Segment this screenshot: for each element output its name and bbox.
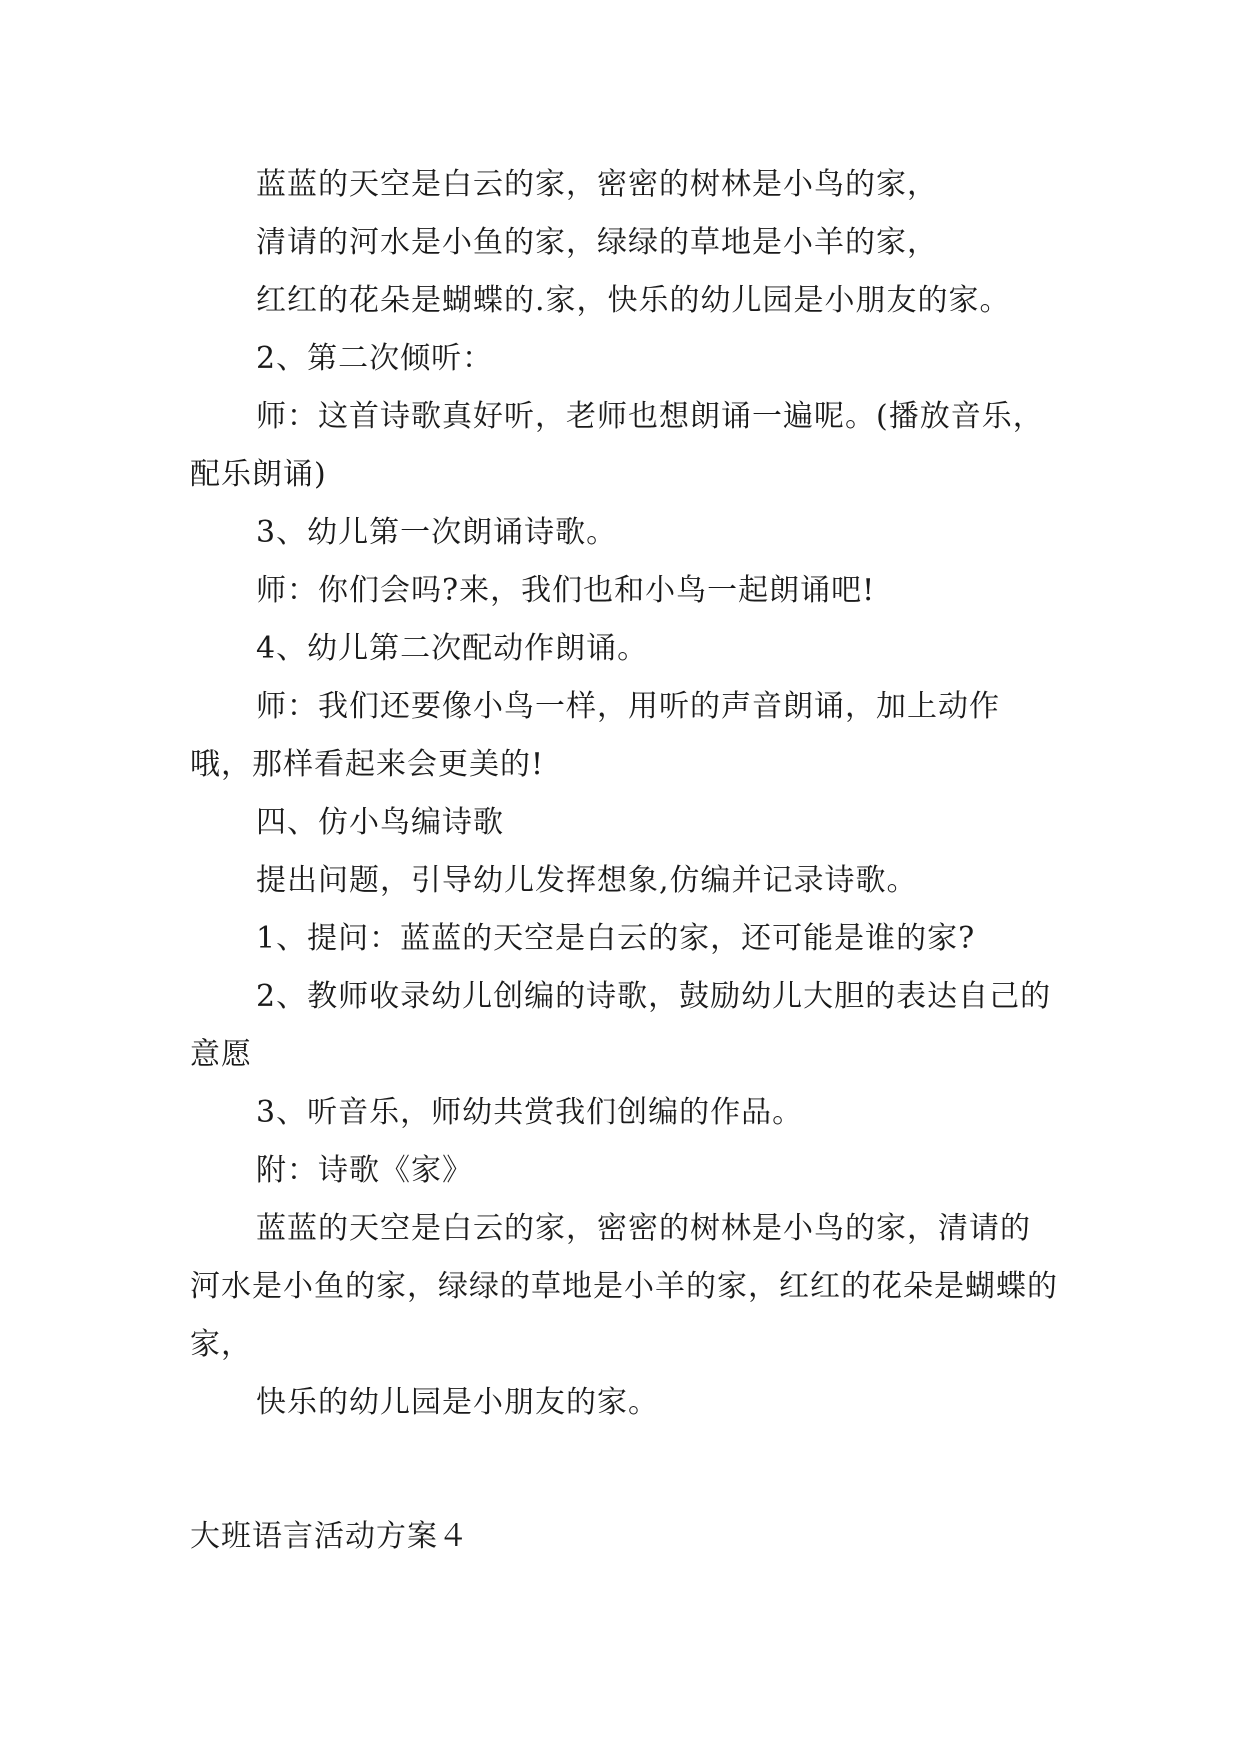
paragraph: 师：你们会吗?来，我们也和小鸟一起朗诵吧! — [256, 573, 876, 608]
paragraph: 3、幼儿第一次朗诵诗歌。 — [256, 515, 618, 550]
paragraph: 3、听音乐，师幼共赏我们创编的作品。 — [256, 1095, 804, 1130]
paragraph: 4、幼儿第二次配动作朗诵。 — [256, 631, 649, 666]
paragraph: 附：诗歌《家》 — [256, 1153, 473, 1188]
paragraph: 蓝蓝的天空是白云的家，密密的树林是小鸟的家， — [256, 167, 938, 202]
paragraph: 红红的花朵是蝴蝶的.家，快乐的幼儿园是小朋友的家。 — [256, 283, 1011, 318]
paragraph: 师：这首诗歌真好听，老师也想朗诵一遍呢。(播放音乐，配乐朗诵) — [190, 399, 1044, 492]
document-body — [190, 156, 1060, 1566]
paragraph: 2、第二次倾听： — [256, 341, 494, 376]
paragraph: 提出问题，引导幼儿发挥想象,仿编并记录诗歌。 — [256, 863, 918, 898]
paragraph: 快乐的幼儿园是小朋友的家。 — [256, 1385, 659, 1420]
section-heading: 大班语言活动方案４ — [190, 1519, 469, 1554]
paragraph: 2、教师收录幼儿创编的诗歌，鼓励幼儿大胆的表达自己的意愿 — [190, 979, 1052, 1072]
paragraph: 四、仿小鸟编诗歌 — [256, 805, 504, 840]
paragraph: 1、提问：蓝蓝的天空是白云的家，还可能是谁的家? — [256, 921, 976, 956]
paragraph: 师：我们还要像小鸟一样，用听的声音朗诵，加上动作哦，那样看起来会更美的! — [190, 689, 1000, 782]
paragraph: 清请的河水是小鱼的家，绿绿的草地是小羊的家， — [256, 225, 938, 260]
paragraph: 蓝蓝的天空是白云的家，密密的树林是小鸟的家，清请的河水是小鱼的家，绿绿的草地是小羊的家，红红的花朵是蝴蝶的家， — [190, 1211, 1058, 1362]
section-spacer — [190, 1432, 1060, 1508]
